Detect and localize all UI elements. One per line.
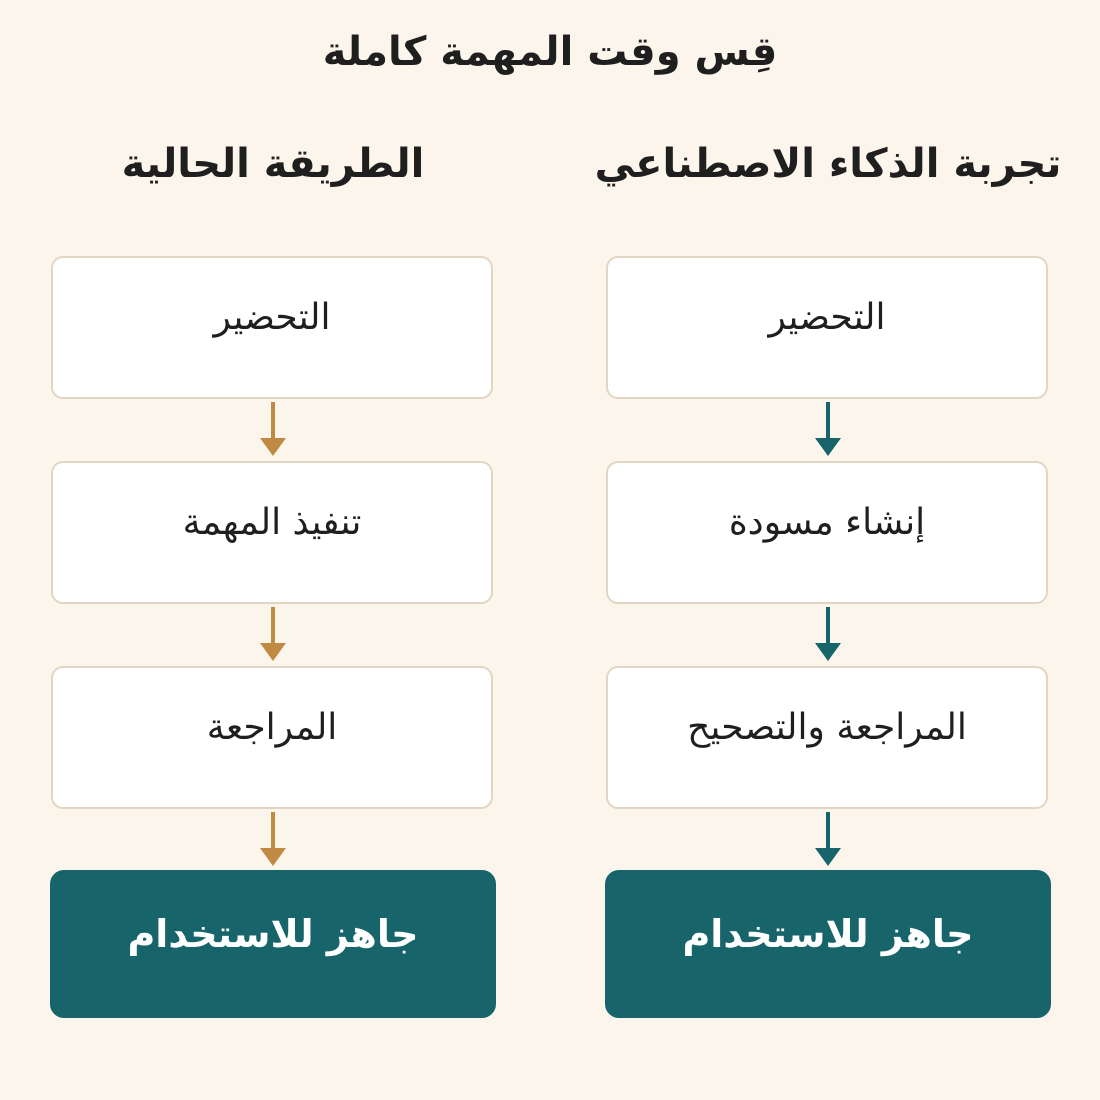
arrow-down-icon (813, 812, 843, 868)
arrow-down-icon (258, 607, 288, 663)
current-step-review: المراجعة (51, 666, 493, 809)
current-step-execute: تنفيذ المهمة (51, 461, 493, 604)
ai-step-ready: جاهز للاستخدام (605, 870, 1051, 1018)
arrow-down-icon (258, 812, 288, 868)
ai-step-review-correct: المراجعة والتصحيح (606, 666, 1048, 809)
arrow-down-icon (813, 402, 843, 458)
arrow-down-icon (813, 607, 843, 663)
current-method-heading: الطريقة الحالية (121, 141, 425, 187)
diagram-title: قِس وقت المهمة كاملة (322, 29, 778, 75)
current-step-ready: جاهز للاستخدام (50, 870, 496, 1018)
ai-step-prep: التحضير (606, 256, 1048, 399)
ai-step-draft: إنشاء مسودة (606, 461, 1048, 604)
current-step-prep: التحضير (51, 256, 493, 399)
ai-trial-heading: تجربة الذكاء الاصطناعي (594, 141, 1062, 187)
arrow-down-icon (258, 402, 288, 458)
